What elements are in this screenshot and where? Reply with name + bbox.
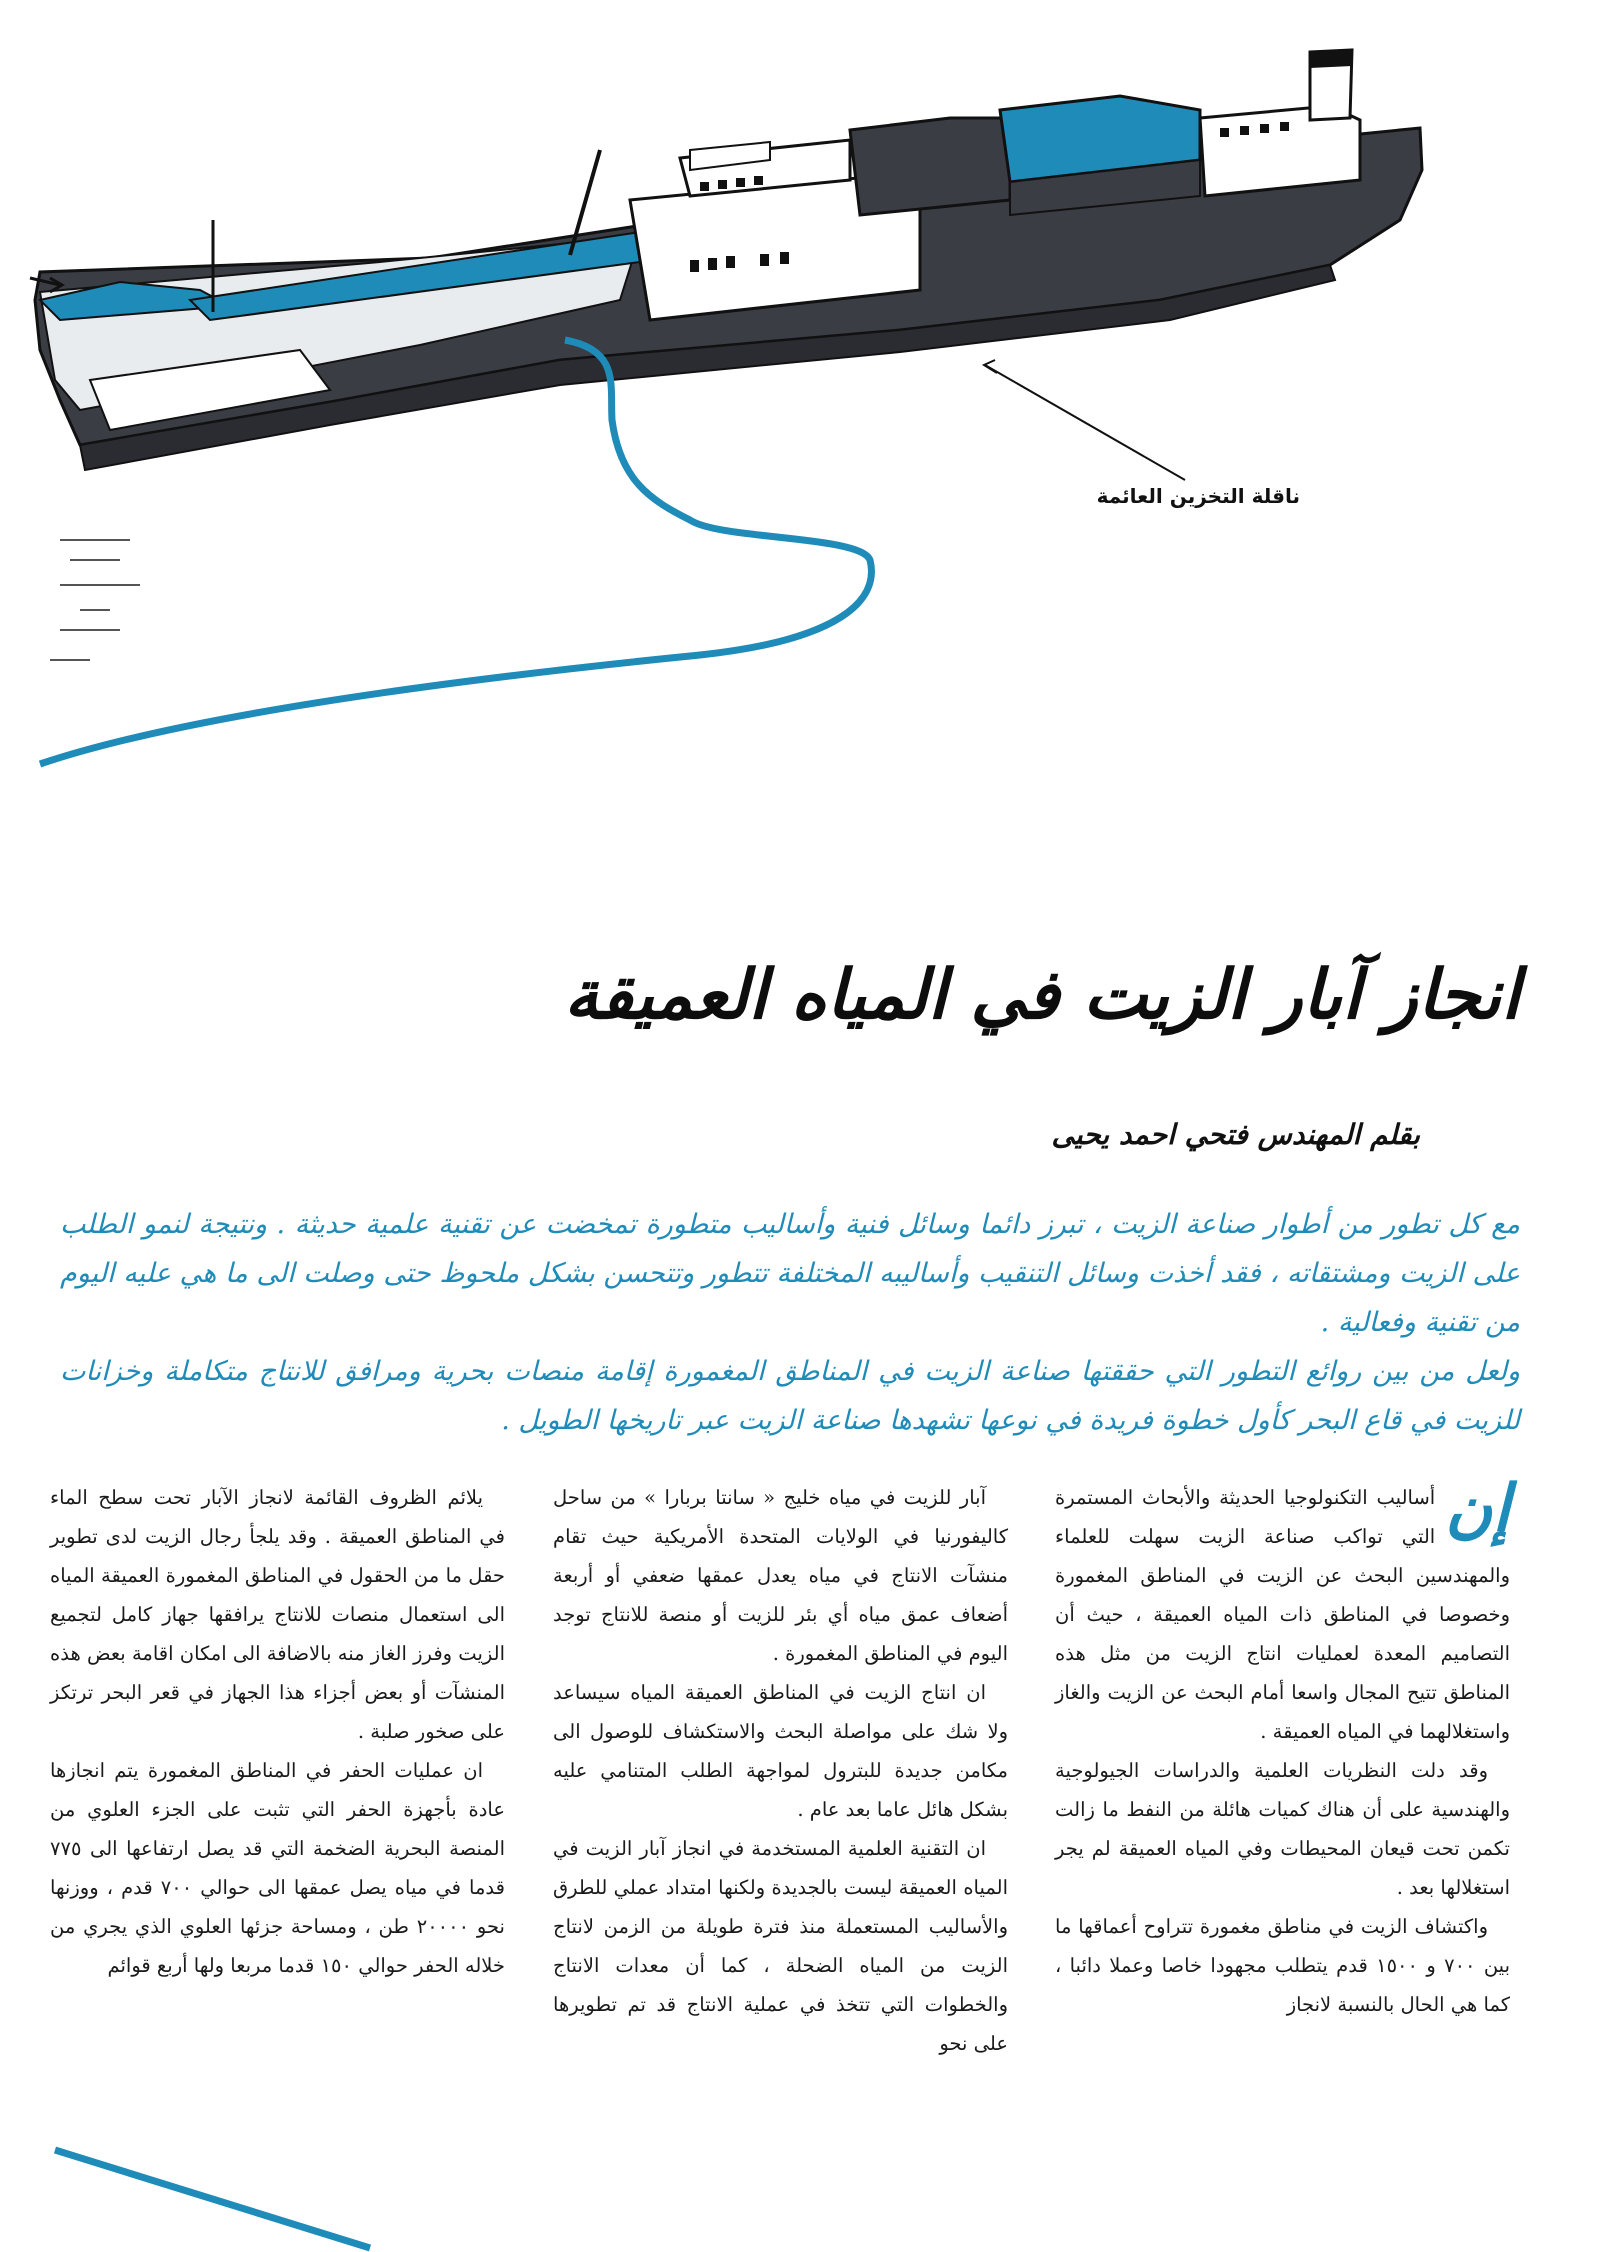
body-paragraph: أساليب التكنولوجيا الحديثة والأبحاث المستمرة التي تواكب صناعة الزيت سهلت للعلماء والمهندسين البحث عن الزيت في المناطق المغمورة وخصوصا في المناطق ذات المياه العميقة ، حيث أن التصاميم المعدة لعمليات انتاج الزيت من مثل هذه المناطق تتيح المجال واسعا أمام البحث عن الزيت والغاز واستغلالهما في المياه العميقة . bbox=[1055, 1486, 1510, 1743]
bottom-pipe-stroke bbox=[0, 2100, 1612, 2252]
body-paragraph: آبار للزيت في مياه خليج « سانتا بربارا » من ساحل كاليفورنيا في الولايات المتحدة الأمريكية حيث تقام منشآت الانتاج في مياه يعدل عمقها ضعفي أو أربعة أضعاف عمق مياه أي بئر للزيت أو منصة للانتاج توجد اليوم في المناطق المغمورة . bbox=[553, 1486, 1008, 1665]
article-title: انجاز آبار الزيت في المياه العميقة bbox=[564, 955, 1520, 1035]
label-pointer bbox=[985, 365, 1185, 480]
article-intro bbox=[60, 1200, 1520, 1445]
body-paragraph: وقد دلت النظريات العلمية والدراسات الجيولوجية والهندسية على أن هناك كميات هائلة من النفط ما زالت تكمن تحت قيعان المحيطات وفي المياه العميقة لم يجر استغلالها بعد . bbox=[1055, 1759, 1510, 1899]
intro-paragraph: مع كل تطور من أطوار صناعة الزيت ، تبرز دائما وسائل فنية وأساليب متطورة تمخضت عن تقنية علمية حديثة . ونتيجة لنمو الطلب على الزيت ومشتقاته ، فقد أخذت وسائل التنقيب وأساليبه المختلفة تتطور وتتحسن بشكل ملحوظ حتى وصلت الى ما هي عليه اليوم من تقنية وفعالية . bbox=[60, 1209, 1520, 1338]
body-column-2 bbox=[553, 1478, 1008, 2063]
body-column-3 bbox=[50, 1478, 505, 1985]
body-paragraph: ان عمليات الحفر في المناطق المغمورة يتم انجازها عادة بأجهزة الحفر التي تثبت على الجزء العلوي من المنصة البحرية الضخمة التي قد يصل ارتفاعها الى ٧٧٥ قدما في مياه يصل عمقها الى حوالي ٧٠٠ قدم ، ووزنها نحو ٢٠٠٠٠ طن ، ومساحة جزئها العلوي الذي يجري من خلاله الحفر حوالي ١٥٠ قدما مربعا ولها أربع قوائم bbox=[50, 1759, 505, 1977]
intro-paragraph: ولعل من بين روائع التطور التي حققتها صناعة الزيت في المناطق المغمورة إقامة منصات بحرية ومرافق للانتاج متكاملة وخزانات للزيت في قاع البحر كأول خطوة فريدة في نوعها تشهدها صناعة الزيت عبر تاريخها الطويل . bbox=[60, 1356, 1520, 1436]
body-paragraph: ان التقنية العلمية المستخدمة في انجاز آبار الزيت في المياه العميقة ليست بالجديدة ولكنها امتداد عملي للطرق والأساليب المستعملة منذ فترة طويلة من الزمن لانتاج الزيت من المياه الضحلة ، كما أن معدات الانتاج والخطوات التي تتخذ في عملية الانتاج قد تم تطويرها على نحو bbox=[553, 1837, 1008, 2055]
illustration-caption: ناقلة التخزين العائمة bbox=[1096, 484, 1300, 508]
tanker-illustration bbox=[0, 0, 1612, 800]
body-paragraph: ان انتاج الزيت في المناطق العميقة المياه سيساعد ولا شك على مواصلة البحث والاستكشاف للوصول الى مكامن جديدة للبترول لمواجهة الطلب المتنامي عليه بشكل هائل عاما بعد عام . bbox=[553, 1681, 1008, 1821]
body-paragraph: واكتشاف الزيت في مناطق مغمورة تتراوح أعماقها ما بين ٧٠٠ و ١٥٠٠ قدم يتطلب مجهودا خاصا وعملا دائبا ، كما هي الحال بالنسبة لانجاز bbox=[1055, 1915, 1510, 2016]
water-lines bbox=[50, 540, 140, 660]
article-byline: بقلم المهندس فتحي احمد يحيى bbox=[1051, 1118, 1420, 1151]
body-column-1 bbox=[1055, 1471, 1510, 2024]
article-body bbox=[50, 1471, 1510, 2098]
body-paragraph: يلائم الظروف القائمة لانجاز الآبار تحت سطح الماء في المناطق العميقة . وقد يلجأ رجال الزيت لدى تطوير حقل ما من الحقول في المناطق المغمورة العميقة المياه الى استعمال منصات للانتاج يرافقها جهاز كامل لتجميع الزيت وفرز الغاز منه بالاضافة الى امكان اقامة بعض هذه المنشآت أو بعض أجزاء هذا الجهاز في قعر البحر ترتكز على صخور صلبة . bbox=[50, 1486, 505, 1743]
drop-cap: إن bbox=[1445, 1471, 1510, 1546]
